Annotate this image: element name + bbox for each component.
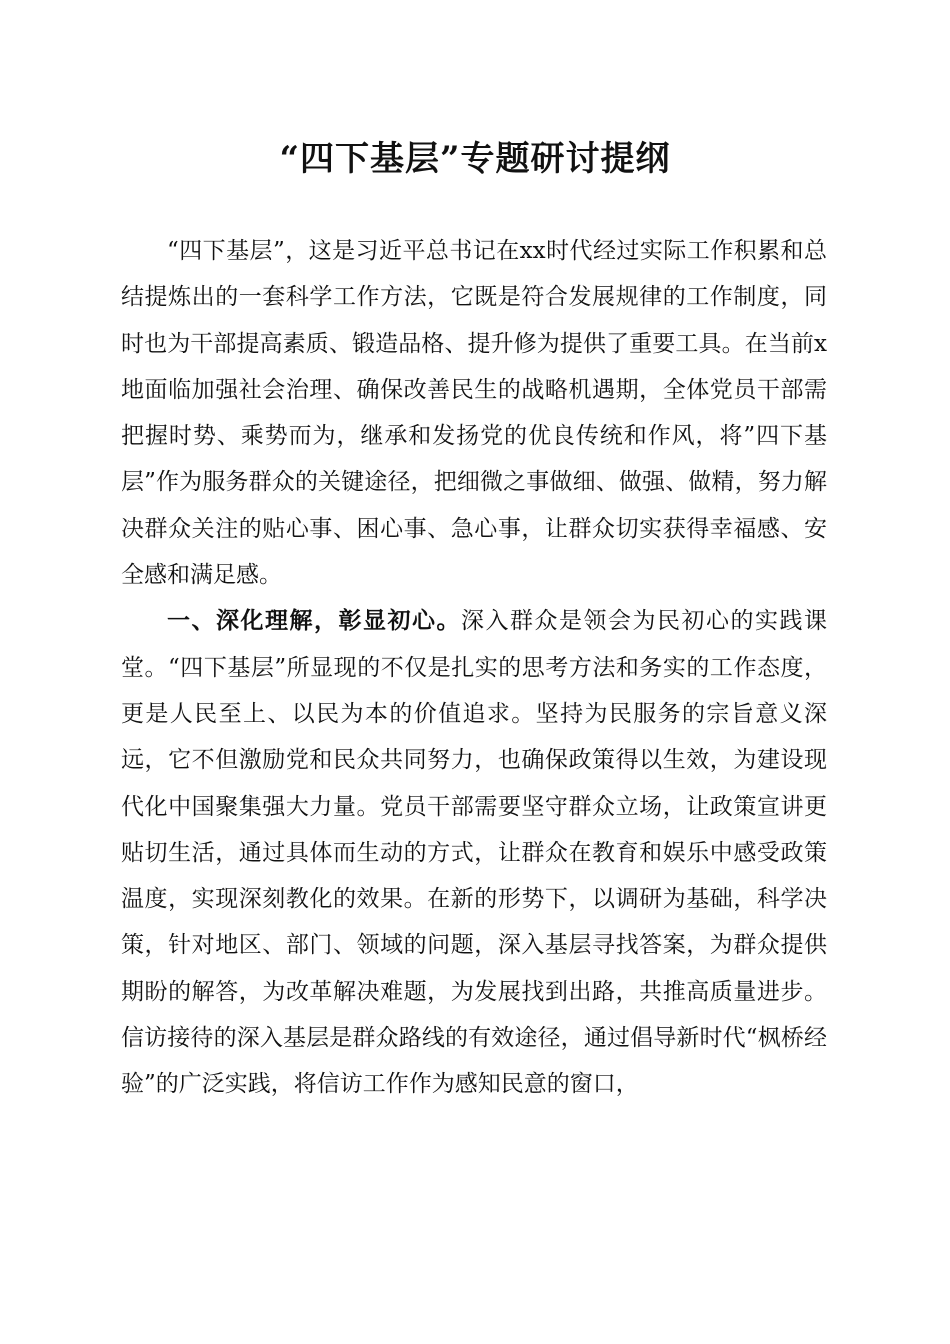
section-1-text: 深入群众是领会为民初心的实践课堂。“四下基层”所显现的不仅是扎实的思考方法和务实的工作态度，更是人民至上、以民为本的价值追求。坚持为民服务的宗旨意义深远，它不但激励党和民众共同努力，也确保政策得以生效，为建设现代化中国聚集强大力量。党员干部需要坚守群众立场，让政策宣讲更贴切生活，通过具体而生动的方式，让群众在教育和娱乐中感受政策温度，实现深刻教化的效果。在新的形势下，以调研为基础，科学决策，针对地区、部门、领域的问题，深入基层寻找答案，为群众提供期盼的解答，为改革解决难题，为发展找到出路，共推高质量进步。信访接待的深入基层是群众路线的有效途径，通过倡导新时代“枫桥经验”的广泛实践，将信访工作作为感知民意的窗口，: [121, 608, 827, 1098]
document-title: “四下基层”专题研讨提纲: [279, 139, 671, 179]
section-1-heading: 一、深化理解，彰显初心。: [167, 607, 461, 635]
intro-paragraph: “四下基层”，这是习近平总书记在xx时代经过实际工作积累和总结提炼出的一套科学工作方法，它既是符合发展规律的工作制度，同时也为干部提高素质、锻造品格、提升修为提供了重要工具。在当前x地面临加强社会治理、确保改善民生的战略机遇期，全体党员干部需把握时势、乘势而为，继承和发扬党的优良传统和作风，将”四下基层”作为服务群众的关键途径，把细微之事做细、做强、做精，努力解决群众关注的贴心事、困心事、急心事，让群众切实获得幸福感、安全感和满足感。: [121, 238, 827, 589]
document-body: [121, 228, 827, 1108]
section-1-paragraph: [121, 598, 827, 1107]
